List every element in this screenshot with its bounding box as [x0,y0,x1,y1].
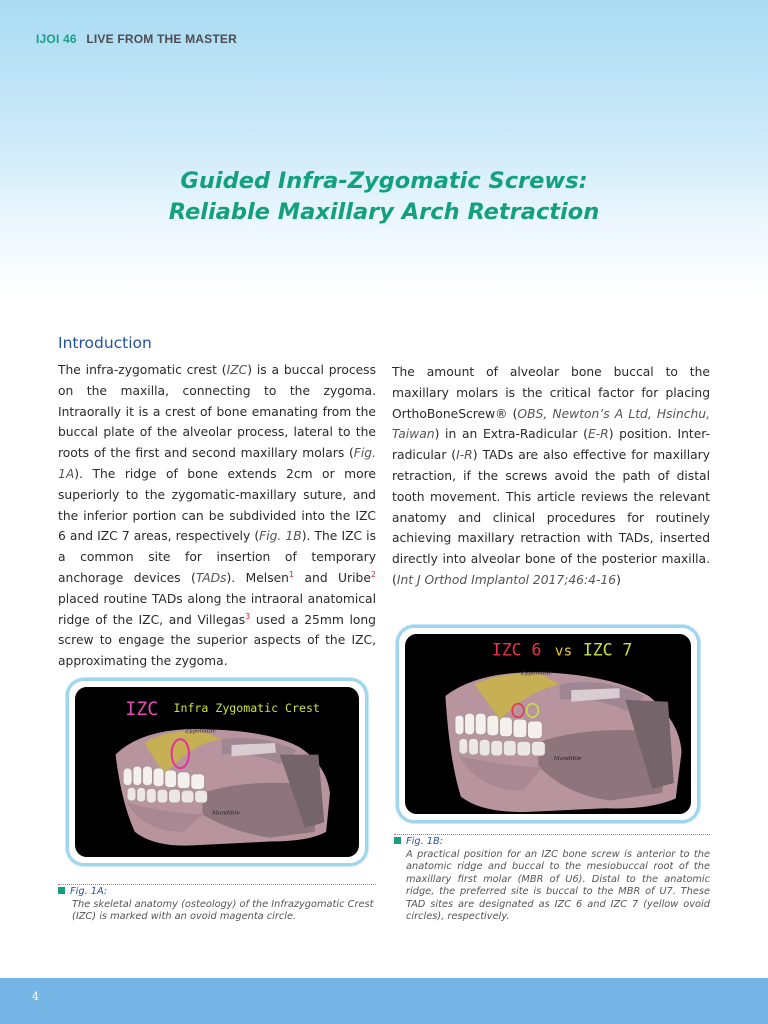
reference-1[interactable]: 1 [288,569,295,579]
skull-image-1a [75,687,359,857]
caption-bullet-icon [394,837,401,844]
intro-paragraph-right [392,362,710,591]
abbr-ir: I-R [456,448,473,463]
journal-issue: IJOI 46 [36,32,77,46]
caption-text: The skeletal anatomy (osteology) of the Infrazygomatic Crest (IZC) is marked with an ovoid magenta circle. [72,898,374,922]
fig1a-label-zygomatic: Zygomatic [185,728,216,735]
article-title-line-2: Reliable Maxillary Arch Retraction [168,199,600,225]
fig1b-title-izc6: IZC 6 [491,640,542,660]
citation: Int J Orthod Implantol 2017;46:4-16 [396,572,617,587]
caption-label: Fig. 1A: [70,886,108,897]
abbr-tads: TADs [195,570,227,585]
page-number: 4 [32,990,39,1003]
fig1b-label-zygomatic: Zygomatic [520,670,552,677]
abbr-er: E-R [587,427,609,442]
fig-ref-1a[interactable]: Fig. 1A [58,446,376,481]
abbr-izc: IZC [226,363,248,377]
skull-image-1b [405,634,691,814]
paragraph: The amount of alveolar bone buccal to the maxillary molars is the critical factor for placing OrthoBoneScrew® (OBS, Newton’s A Ltd, Hsinchu, Taiwan) in an Extra-Radicular (E-R) position. Inter-radicular (I-R) TADs are also effective for maxillary retraction, if the screws avoid the path of distal tooth movement. This article reviews the relevant anatomy and clinical procedures for routinely achieving maxillary retraction with TADs, inserted directly into alveolar bone of the posterior maxilla. (Int J Orthod Implantol 2017;46:4-16) [392,365,710,587]
company-info: OBS, Newton’s A Ltd, Hsinchu, Taiwan [392,406,710,442]
figure-1b [396,625,700,823]
fig1a-title-abbr: IZC [125,699,159,721]
fig1a-label-mandible: Mandible [212,810,240,817]
figure-1b-caption [394,834,710,924]
caption-bullet-icon [58,887,65,894]
article-title-line-1: Guided Infra-Zygomatic Screws: [180,168,588,194]
caption-label: Fig. 1B: [406,836,444,847]
fig1b-title-vs: vs [554,643,573,660]
caption-text: A practical position for an IZC bone screw is anterior to the anatomic ridge and buccal to the mesiobuccal root of the maxillary first molar (MBR of U6). Distal to the anatomic ridge, the preferred site is buccal to the MBR of U7. These TAD sites are designated as IZC 6 and IZC 7 (yellow ovoid circles), respectively. [406,848,710,922]
reference-2[interactable]: 2 [370,569,376,579]
fig-ref-1b[interactable]: Fig. 1B [259,529,302,544]
section-heading-introduction: Introduction [58,334,152,352]
reference-3[interactable]: 3 [245,611,251,621]
section-name: LIVE FROM THE MASTER [86,32,237,46]
paragraph: The infra-zygomatic crest (IZC) is a buccal process on the maxilla, connecting to the zygoma. Intraorally it is a crest of bone emanating from the buccal plate of the alveolar process, lateral to the roots of the first and second maxillary molars (Fig. 1A). The ridge of bone extends 2cm or more superiorly to the zygomatic-maxillary suture, and the inferior portion can be subdivided into the IZC 6 and IZC 7 areas, respectively (Fig. 1B). The IZC is a common site for insertion of temporary anchorage devices (TADs). Melsen$^1$ and Uribe$^2$ placed routine TADs along the intraoral anatomical ridge of the IZC, and Villegas$^3$ used a 25mm long screw to engage the superior aspects of the IZC, approximating the zygoma. [58,363,377,669]
fig1b-label-mandible: Mandible [553,755,582,762]
fig1b-title-izc7: IZC 7 [582,640,633,660]
intro-paragraph-left [58,360,376,672]
figure-1a [66,678,368,866]
running-header [36,32,237,46]
fig1a-title-full: Infra Zygomatic Crest [173,701,320,716]
footer-bar [0,978,768,1024]
figure-1a-caption [58,884,376,924]
article-title [0,166,768,228]
